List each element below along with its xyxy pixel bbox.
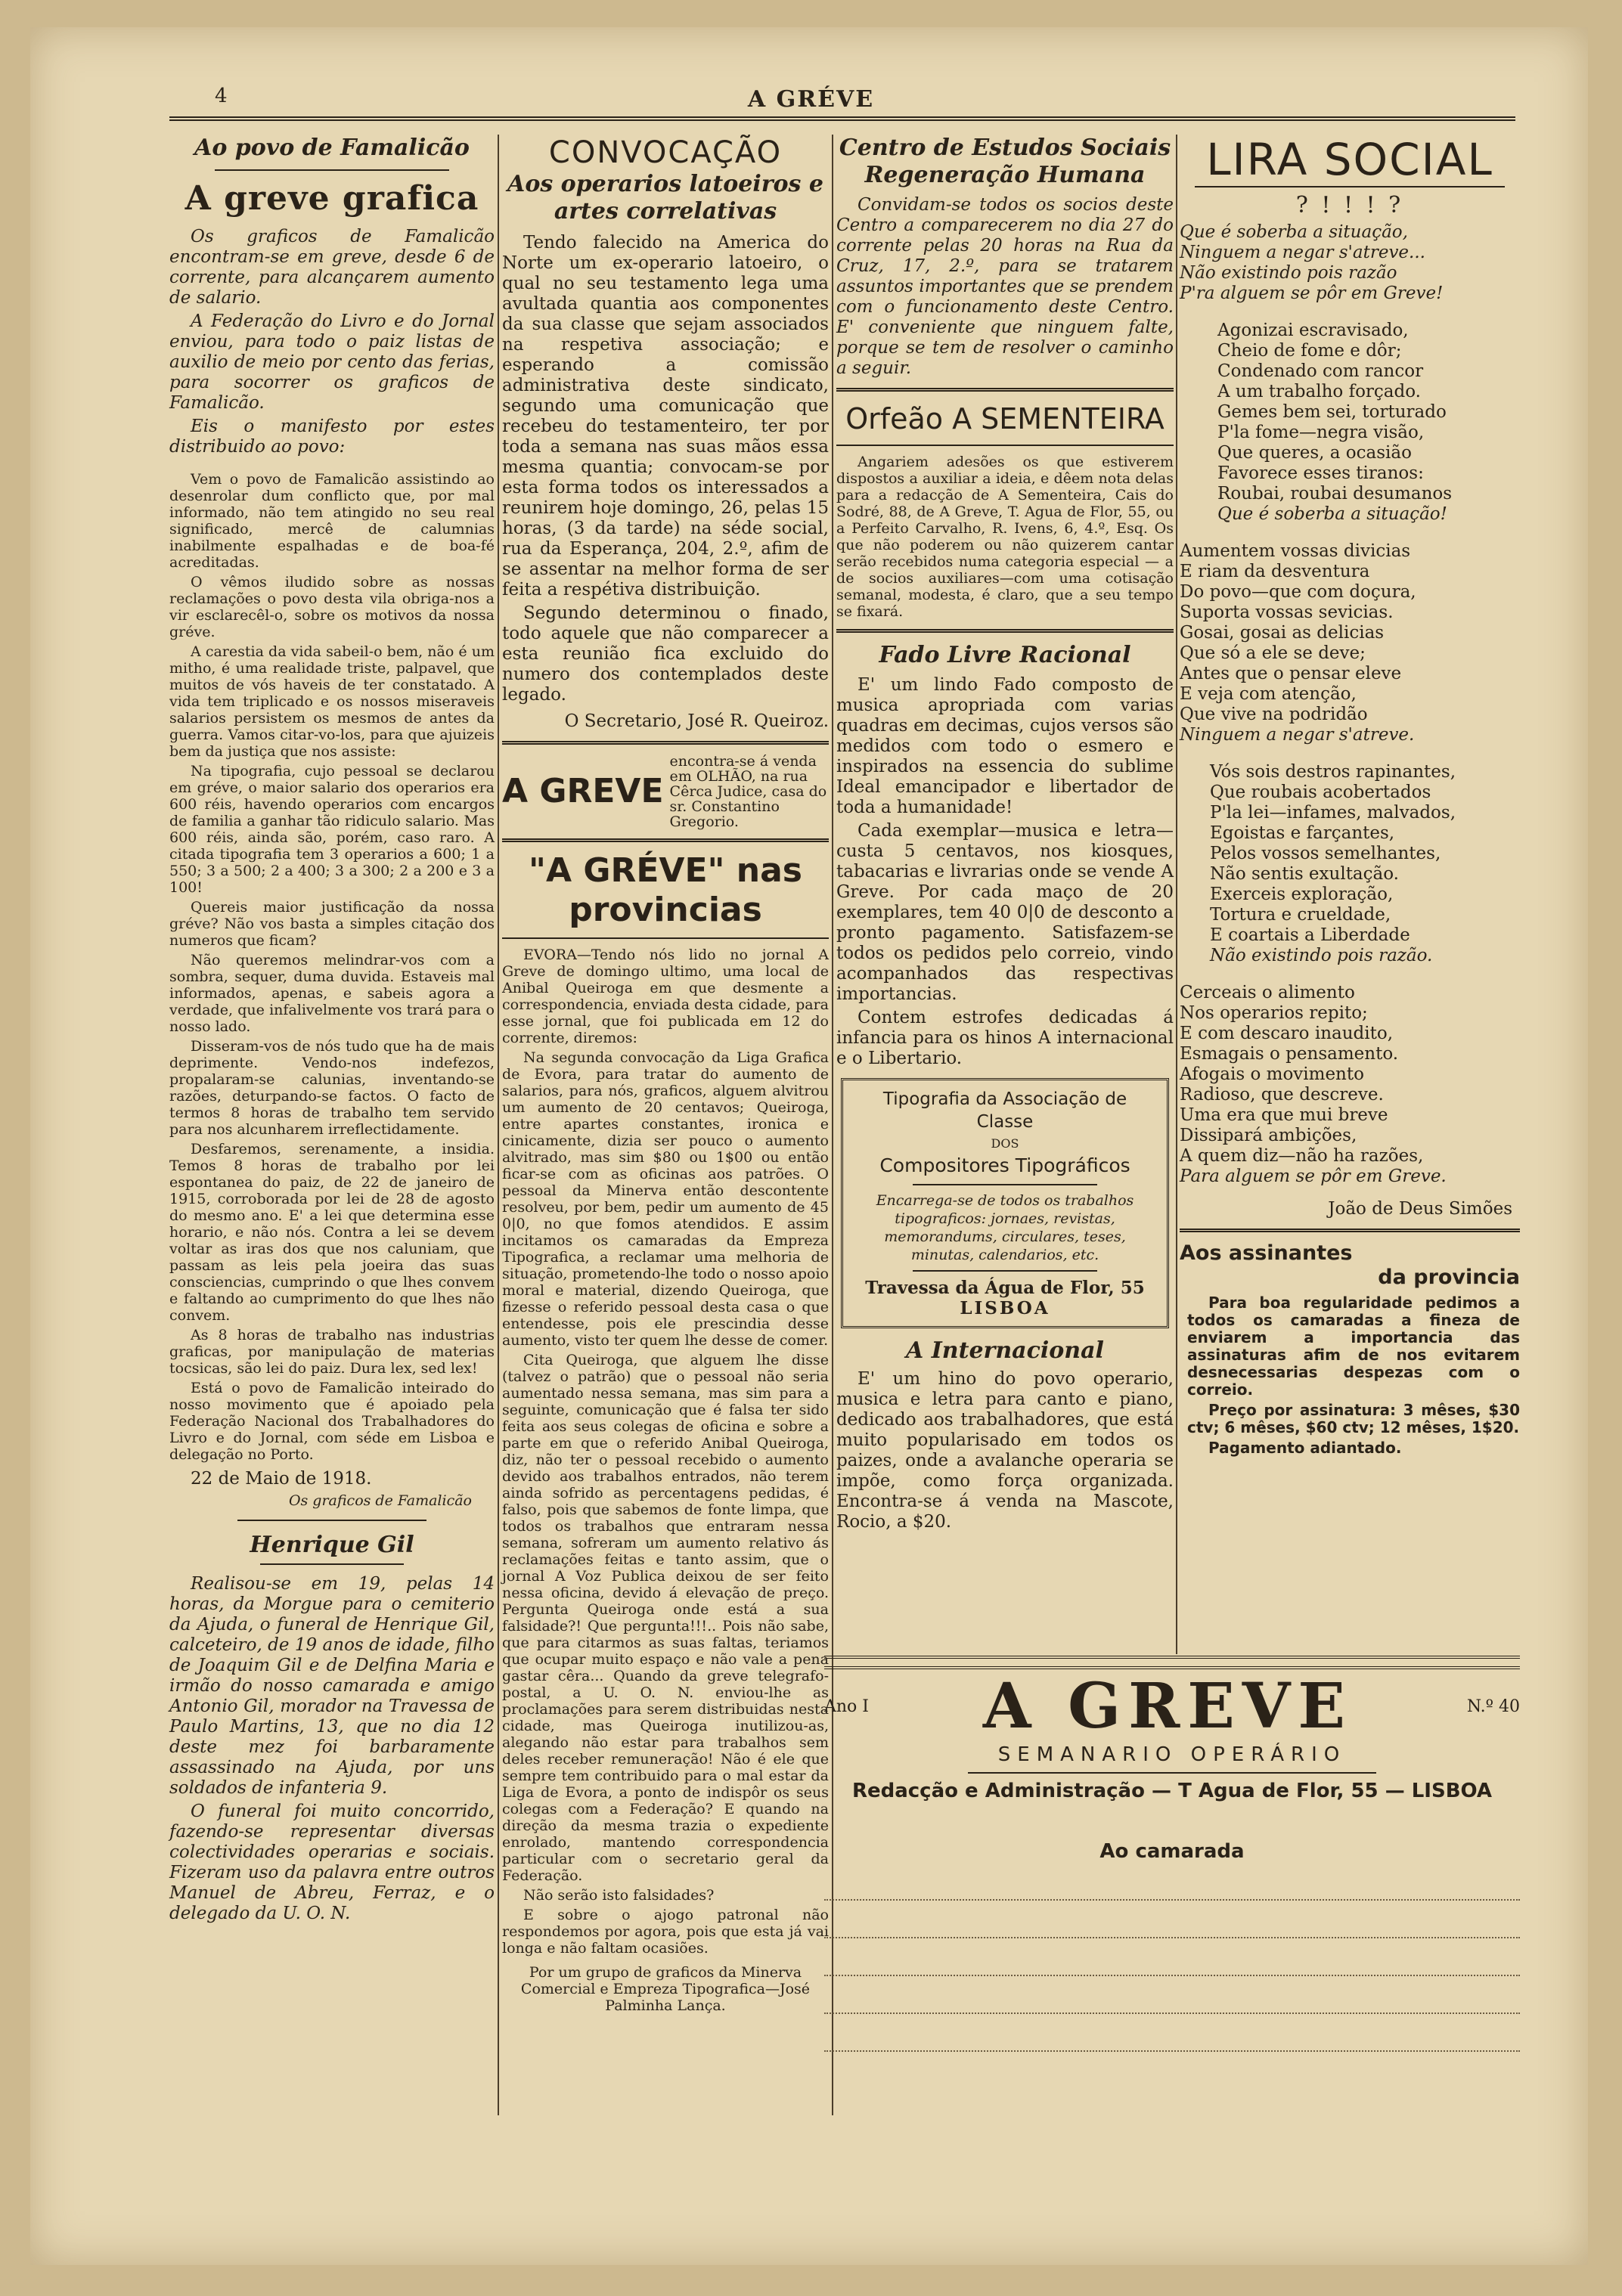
divider <box>1180 1229 1520 1232</box>
page-number: 4 <box>215 85 228 107</box>
poem-line: Não existindo pois razão. <box>1210 946 1433 965</box>
poem-line: E veja com atenção, <box>1180 684 1357 704</box>
poem-line: Favorece esses tiranos: <box>1217 463 1424 483</box>
body-paragraph: O vêmos iludido sobre as nossas reclamações o povo desta vila obriga-nos a vir esclarecêl-o, sobre os motivos da nossa gréve. <box>169 574 495 640</box>
header-rule <box>169 116 1515 121</box>
body-paragraph: As 8 horas de trabalho nas industrias graficas, por manipulação de materias tocsicas, são lei do paiz. Dura lex, sed lex! <box>169 1327 495 1377</box>
body-paragraph: EVORA—Tendo nós lido no jornal A Greve de domingo ultimo, uma local de Anibal Queiroga em que desmente a correspondencia, enviada desta cidade, para esse jornal, que foi publicada em 12 do corrente, diremos: <box>502 947 829 1046</box>
poem-line: Que é soberba a situação! <box>1217 504 1447 524</box>
body-paragraph: E sobre o ajogo patronal não respondemos por agora, pois que esta já vai longa e não faltam ocasiões. <box>502 1907 829 1957</box>
masthead: A GRÉVE <box>747 86 875 113</box>
banner-address: Redacção e Administração — T Agua de Flor, 55 — LISBOA <box>851 1780 1493 1802</box>
address-line <box>824 2014 1520 2052</box>
centre-title: Centro de Estudos Sociais <box>839 135 1171 161</box>
divider <box>237 1520 426 1521</box>
poem-line: Ninguem a negar s'atreve. <box>1180 725 1415 745</box>
poem-line: Que só a ele se deve; <box>1180 643 1366 663</box>
poem-line: A um trabalho forçado. <box>1217 382 1421 401</box>
body-paragraph: Na segunda convocação da Liga Grafica de Evora, para tratar do aumento de salarios, para nós, graficos, alguem alvitrou um aumento de 20 centavos; Queiroga, entre apartes constantes, ironica e cinicamente, dizia ser pouco o aumento alvitrado, mas sim $80 ou 1$00 ou então ficar-se com as oficinas aos patrões. O pessoal da Minerva então descontente resolveu, por bem, pedir um aumento de 45 0|0, no que fomos atendidos. E assim incitamos os camaradas da Empreza Tipografica, a reclamar uma melhoria de situação, prometendo-lhe todo o nosso apoio moral e material, dizendo Queiroga, que fizesse o referido pessoal desta casa o que entendesse, pois ele prescindia desse aumento, visto ter quem lhe desse de comer. <box>502 1049 829 1349</box>
poem-line: Do povo—que com doçura, <box>1180 582 1416 602</box>
divider <box>968 1772 1376 1774</box>
lira-title: LIRA SOCIAL <box>1206 134 1493 185</box>
subscribers-text: Para boa regularidade pedimos a todos os camaradas a fineza de enviarem a importancia das assinaturas afim de nos evitarem desnecessarias despezas com o correio. <box>1187 1294 1520 1399</box>
body-paragraph: A carestia da vida sabeil-o bem, não é um mitho, é uma realidade triste, palpavel, que muitos de vós haveis de ter constatado. A vida tem triplicado e os nossos miseraveis salarios persistem os mesmos de antes da guerra. Vamos citar-vo-los, para que ajuizeis bem da justiça que nos assiste: <box>169 643 495 760</box>
banner-subtitle: SEMANARIO OPERÁRIO <box>997 1743 1347 1766</box>
banner-rule <box>824 1656 1520 1669</box>
obituary-paragraph: Realisou-se em 19, pelas 14 horas, da Morgue para o cemiterio da Ajuda, o funeral de Henrique Gil, calceteiro, de 19 anos de idade, filho de Joaquim Gil e de Delfina Maria e irmão do nosso camarada e amigo Antonio Gil, morador na Travessa de Paulo Martins, 13, que no dia 12 deste mez foi barbaramente assassinado na Ajuda, por uns soldados de infanteria 9. <box>169 1574 495 1798</box>
poem-line: Egoistas e farçantes, <box>1210 823 1395 843</box>
body-paragraph: Cita Queiroga, que alguem lhe disse (talvez o patrão) que o pessoal não seria aumentado nessa semana, mas sim para a seguinte, comunicação que é falsa ter sido feita aos seus colegas de oficina e sobre a parte em que o referido Anibal Queiroga, diz, não ter o pessoal recebido o aumento devido aos trabalhos entrados, não terem ainda sofrido as percentagens pedidas, é falso, pois que sabemos de fonte limpa, que todos os trabalhos que entraram nessa semana, sofreram um aumento relativo ás reclamações feitas e tanto assim, que o jornal A Voz Publica deixou de ser feito nessa oficina, devido á elevação de preço. Pergunta Queiroga onde está a sua falsidade?! Que pergunta!!!.. Pois não sabe, que para citarmos as suas faltas, teriamos que ocupar muito espaço e não vale a pena gastar cêra... Quando da greve telegrafo-postal, a U. O. N. enviou-lhe as proclamações para serem distribuidas nesta cidade, mas Queiroga inutilizou-as, alegando não estar para trabalhos sem deles receber remuneração! Não é ele que sempre tem contribuido para o mal estar da Liga de Evora, a ponto de indispôr os seus colegas com a Federação? E quando na direção da mesma trazia o expediente enrolado, mantendo correspondencia particular com o secretario geral da Federação. <box>502 1352 829 1884</box>
article-title: A greve grafica <box>185 179 479 218</box>
ad-line: DOS <box>991 1136 1019 1151</box>
column-2 <box>502 135 829 2017</box>
poem-line: Tortura e crueldade, <box>1210 905 1391 925</box>
poem-line: Para alguem se pôr em Greve. <box>1180 1167 1447 1186</box>
divider <box>260 1563 404 1565</box>
banner-number: N.º 40 <box>1466 1696 1520 1716</box>
lead-paragraph: Os graficos de Famalicão encontram-se em greve, desde 6 de corrente, para alcançarem aumento de salario. <box>169 227 495 308</box>
subscribers-price: Preço por assinatura: 3 mêses, $30 ctv; 6 mêses, $60 ctv; 12 mêses, 1$20. <box>1187 1401 1520 1436</box>
poem-line: Não sentis exultação. <box>1210 864 1399 884</box>
ad-address: Travessa da Água de Flor, 55 <box>865 1278 1145 1298</box>
body-paragraph: Disseram-vos de nós tudo que ha de mais deprimente. Vendo-nos indefezos, propalaram-se calunias, inventando-se razões, deturpando-se factos. O facto de termos 8 horas de trabalho tem servido para nos alcunharem irreflectidamente. <box>169 1038 495 1138</box>
subscribers-payment: Pagamento adiantado. <box>1208 1439 1402 1457</box>
divider <box>215 169 449 171</box>
ad-city: LISBOA <box>960 1298 1050 1318</box>
orfeao-title: Orfeão A SEMENTEIRA <box>845 402 1165 435</box>
signature: Os graficos de Famalicão <box>288 1492 472 1509</box>
poem-line: Agonizai escravisado, <box>1217 321 1409 340</box>
fado-title: Fado Livre Racional <box>879 642 1131 668</box>
poem-line: Exerceis exploração, <box>1210 885 1394 904</box>
divider <box>913 1184 1097 1185</box>
body-paragraph: Na tipografia, cujo pessoal se declarou em gréve, o maior salario dos operarios era 600 réis, havendo operarios com encargos de familia a ganhar tão ridiculo salario. Mas 600 réis, ainda são, porém, caso raro. A citada tipografia tem 3 operarios a 600; 1 a 550; 3 a 500; 2 a 400; 3 a 300; 2 a 200 e 3 a 100! <box>169 763 495 896</box>
provinces-title: "A GRÉVE" nas provincias <box>529 851 802 929</box>
column-divider <box>498 135 499 2115</box>
poem-line: Vós sois destros rapinantes, <box>1210 762 1456 782</box>
addressee-label: Ao camarada <box>1099 1840 1245 1863</box>
orfeao-text: Angariem adesões os que estiverem dispostos a auxiliar a ideia, e dêem nota delas para a redacção de A Sementeira, Cais do Sodré, 88, de A Greve, T. Agua de Flor, 55, ou a Perfeito Carvalho, R. Ivens, 6, 4.º, Esq. Os que não poderem ou não quizerem cantar serão recebidos numa categoria especial — a de socios auxiliares—com uma cotisação semanal, modesta, é claro, que a seu tempo se fixará. <box>836 454 1174 620</box>
divider <box>836 629 1174 633</box>
body-paragraph: Não queremos melindrar-vos com a sombra, sequer, duma duvida. Estaveis mal informados, apenas, e sabeis agora a verdade, que infalivelmente vos trará para o nosso lado. <box>169 952 495 1035</box>
newspaper-banner <box>824 1656 1520 2052</box>
centre-notice: Convidam-se todos os socios deste Centro a comparecerem no dia 27 do corrente pelas 20 horas na Rua da Cruz, 17, 2.º, para se tratarem assuntos importantes que se prendem com o funcionamento deste Centro. E' conveniente que ninguem falte, porque se tem de resolver o caminho a seguir. <box>836 195 1174 378</box>
poem-line: Radioso, que descreve. <box>1180 1085 1384 1105</box>
address-line <box>824 1863 1520 1901</box>
poem-line: P'la fome—negra visão, <box>1217 423 1425 442</box>
divider <box>502 741 829 745</box>
dateline: 22 de Maio de 1918. <box>191 1469 372 1489</box>
divider <box>836 445 1174 446</box>
poet-signature: João de Deus Simões <box>1328 1199 1512 1219</box>
banner-year: Ano I <box>824 1696 869 1716</box>
poem-line: Uma era que mui breve <box>1180 1105 1388 1125</box>
provinces-signature: Por um grupo de graficos da Minerva Comercial e Empreza Tipografica—José Palminha Lança. <box>520 1964 811 2014</box>
centre-subtitle: Regeneração Humana <box>864 162 1146 188</box>
lead-paragraph: Eis o manifesto por estes distribuido ao povo: <box>169 417 495 457</box>
poem-line: Que é soberba a situação, <box>1180 222 1408 242</box>
poem-line: E coartais a Liberdade <box>1210 925 1410 945</box>
lead-paragraph: A Federação do Livro e do Jornal enviou, para todo o paiz listas de auxilio de meio por cento das ferias, para socorrer os graficos de Famalicão. <box>169 311 495 413</box>
poem-line: Ninguem a negar s'atreve... <box>1180 243 1425 262</box>
poem-line: A quem diz—não ha razões, <box>1180 1146 1424 1166</box>
poem-line: Que vive na podridão <box>1180 705 1368 724</box>
subscribers-title: Aos assinantes <box>1180 1241 1353 1265</box>
body-paragraph: Cada exemplar—musica e letra—custa 5 centavos, nos kiosques, tabacarias e livrarias onde se vende A Greve. Por cada maço de 20 exemplares, tem 40 0|0 de desconto a pronto pagamento. Satisfazem-se todos os pedidos pelo correio, vindo acompanhados das respectivas importancias. <box>836 821 1174 1004</box>
poem-line: Afogais o movimento <box>1180 1064 1364 1084</box>
body-paragraph: Quereis maior justificação da nossa gréve? Não vos basta a simples citação dos numeros que ficam? <box>169 899 495 949</box>
divider <box>836 388 1174 392</box>
divider <box>502 937 829 939</box>
poem-heading-marks: ? ! ! ! ? <box>1295 192 1404 218</box>
poem-line: Gemes bem sei, torturado <box>1217 402 1447 422</box>
poem-line: Esmagais o pensamento. <box>1180 1044 1399 1064</box>
poem-line: Aumentem vossas divicias <box>1180 541 1411 561</box>
tipografia-ad <box>841 1078 1169 1328</box>
poem-line: Dissipará ambições, <box>1180 1126 1357 1145</box>
poem-line: E com descaro inaudito, <box>1180 1024 1394 1043</box>
column-1 <box>169 135 495 1927</box>
subscribers-subtitle: da provincia <box>1378 1266 1520 1289</box>
poem-line: P'la lei—infames, malvados, <box>1210 803 1456 823</box>
address-line <box>824 1901 1520 1938</box>
body-paragraph: Não serão isto falsidades? <box>523 1887 715 1904</box>
ad-line: Tipografia da Associação de Classe <box>882 1089 1127 1132</box>
internacional-title: A Internacional <box>906 1337 1104 1364</box>
body-paragraph: Está o povo de Famalicão inteirado do nosso movimento que é apoiado pela Federação Nacional dos Trabalhadores do Livro e do Jornal, com séde em Lisboa e delegação no Porto. <box>169 1380 495 1463</box>
poem-line: E riam da desventura <box>1180 562 1370 581</box>
divider <box>1195 186 1505 187</box>
banner-title: A GREVE <box>982 1670 1353 1743</box>
body-paragraph: E' um lindo Fado composto de musica apropriada com varias quadras em decimas, cujos versos são medidos com todo o esmero e inspirados na essencia do sublime Ideal emancipador e libertador de toda a humanidade! <box>836 675 1174 817</box>
poem-line: P'ra alguem se pôr em Greve! <box>1180 284 1444 303</box>
notice-paper-name: A GREVE <box>502 772 664 810</box>
poem-line: Cerceais o alimento <box>1180 983 1355 1002</box>
poem-line: Que queres, a ocasião <box>1217 443 1412 463</box>
ad-text: Encarrega-se de todos os trabalhos tipograficos: jornaes, revistas, memorandums, circulares, teses, minutas, calendarios, etc. <box>876 1192 1134 1263</box>
poem-line: Suporta vossas sevicias. <box>1180 603 1394 622</box>
convocation-signature: O Secretario, José R. Queiroz. <box>564 711 829 731</box>
column-4 <box>1180 135 1520 1460</box>
body-paragraph: Tendo falecido na America do Norte um ex-operario latoeiro, o qual no seu testamento lega uma avultada quantia aos componentes da sua classe que sejam associados na respetiva associação; e esperando a comissão administrativa deste sindicato, segundo uma comunicação que recebeu do testamenteiro, ter por toda a semana nas suas mãos essa mesma quantia; convocam-se por esta forma todos os interessados a reunirem hoje domingo, 26, pelas 15 horas, (3 da tarde) na séde social, rua da Esperança, 204, 2.º, afim de se assentar na melhor forma de ser feita a respétiva distribuição. <box>502 233 829 600</box>
obituary-paragraph: O funeral foi muito concorrido, fazendo-se representar diversas colectividades operarias e sociais. Fizeram uso da palavra entre outros Manuel de Abreu, Ferraz, e o delegado da U. O. N. <box>169 1802 495 1923</box>
body-paragraph: E' um hino do povo operario, musica e letra para canto e piano, dedicado aos trabalhadores, que está muito popularisado em todos os paizes, onde a avalanche operaria se impõe, como força organizada. Encontra-se á venda na Mascote, Rocio, a $20. <box>836 1369 1174 1532</box>
body-paragraph: Segundo determinou o finado, todo aquele que não comparecer a esta reunião fica excluido do numero dos contemplados deste legado. <box>502 603 829 705</box>
body-paragraph: Contem estrofes dedicadas á infancia para os hinos A internacional e o Libertario. <box>836 1008 1174 1068</box>
poem-line: Nos operarios repito; <box>1180 1003 1368 1023</box>
obituary-title: Henrique Gil <box>250 1532 414 1558</box>
poem-line: Pelos vossos semelhantes, <box>1210 844 1441 863</box>
column-3 <box>836 135 1174 1535</box>
divider <box>502 838 829 842</box>
banner-titlebar <box>824 1670 1520 1743</box>
column-divider <box>1176 135 1177 1654</box>
body-paragraph: Desfaremos, serenamente, a insidia. Temos 8 horas de trabalho por lei espontanea do paiz, de 22 de janeiro de 1915, corroborada por lei de 28 de agosto do mesmo ano. E' a lei que determina esse horario, e não nós. Contra a lei se devem voltar as iras dos que nos caluniam, que passam as leis pela joeira das suas consciencias, cumprindo o que lhes convem e faltando ao cumprimento do que lhes não convem. <box>169 1141 495 1324</box>
ad-line: Compositores Tipográficos <box>879 1154 1130 1176</box>
olhao-notice <box>502 754 829 829</box>
notice-text: encontra-se á venda em OLHÃO, na rua Cêrca Judice, casa do sr. Constantino Gregorio. <box>669 753 827 830</box>
address-line <box>824 1976 1520 2014</box>
divider <box>913 1270 1097 1272</box>
poem-line: Cheio de fome e dôr; <box>1217 341 1402 361</box>
poem-line: Roubai, roubai desumanos <box>1217 484 1453 504</box>
body-paragraph: Vem o povo de Famalicão assistindo ao desenrolar dum conflicto que, por mal informado, não tem atingido no seu real significado, mercê de calumnias inabilmente espalhadas e de boa-fé acreditadas. <box>169 471 495 571</box>
poem-line: Condenado com rancor <box>1217 361 1424 381</box>
article-kicker: Ao povo de Famalicão <box>194 135 470 161</box>
poem-line: Gosai, gosai as delicias <box>1180 623 1385 643</box>
poem-line: Que roubais acobertados <box>1210 782 1431 802</box>
address-line <box>824 1938 1520 1976</box>
convocation-subtitle: Aos operarios latoeiros e artes correlativas <box>507 171 823 225</box>
poem-line: Não existindo pois razão <box>1180 263 1397 283</box>
convocation-title: CONVOCAÇÃO <box>548 135 783 170</box>
poem-line: Antes que o pensar eleve <box>1180 664 1402 683</box>
